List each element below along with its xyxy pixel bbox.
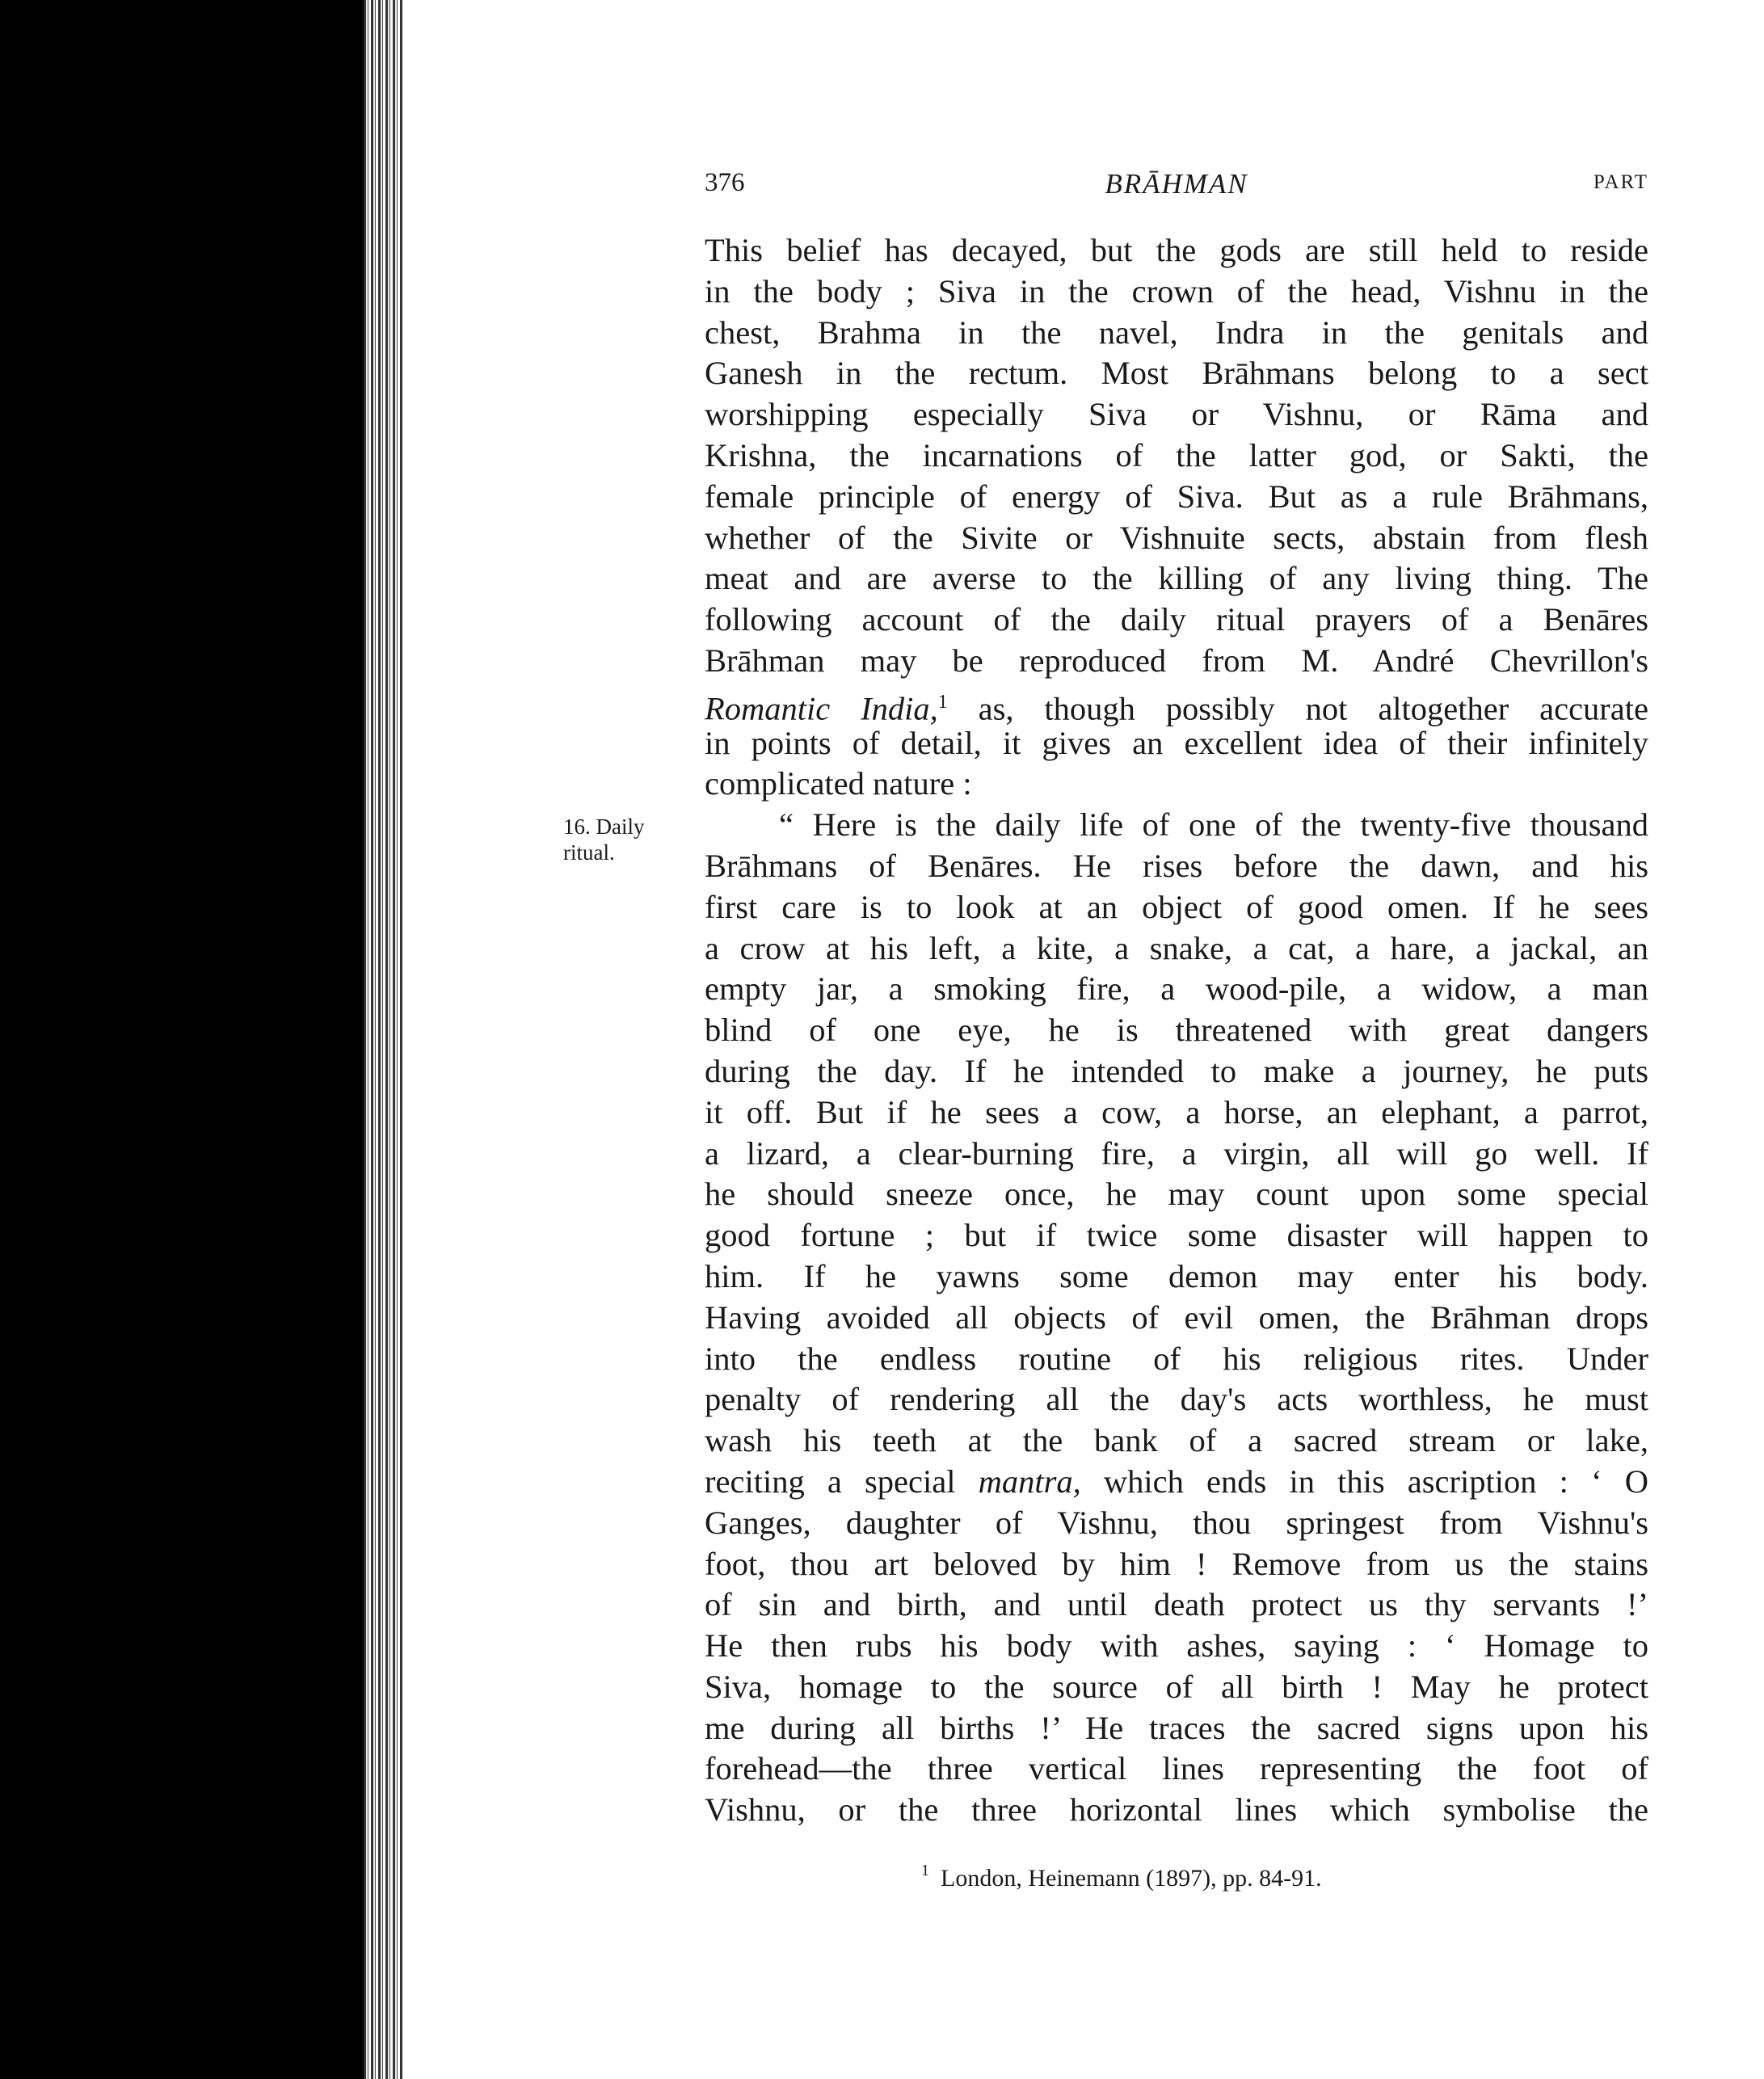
text-line: in the body ; Siva in the crown of the head, Vishnu in the bbox=[705, 272, 1648, 309]
margin-note-line: ritual. bbox=[563, 840, 615, 865]
quote-first-line: “ Here is the daily life of one of the twenty-five thousand bbox=[779, 806, 1648, 844]
text-line: Brāhman may be reproduced from M. André Chevrillon's bbox=[705, 642, 1648, 679]
margin-note-line: 16. Daily bbox=[563, 814, 645, 839]
footnote-reference: 1 bbox=[937, 691, 948, 713]
footnote bbox=[921, 1862, 1322, 1892]
text-line: empty jar, a smoking fire, a wood-pile, a widow, a man bbox=[705, 970, 1648, 1008]
text-fragment: which ends in this ascription : ‘ O bbox=[1080, 1462, 1648, 1500]
footnote-marker: 1 bbox=[921, 1862, 929, 1879]
page-edge bbox=[364, 0, 402, 2079]
text-line: foot, thou art beloved by him ! Remove from us the stains bbox=[705, 1545, 1648, 1582]
text-line: blind of one eye, he is threatened with great dangers bbox=[705, 1012, 1648, 1049]
text-line: female principle of energy of Siva. But as a rule Brāhmans, bbox=[705, 478, 1648, 515]
text-line: following account of the daily ritual prayers of a Benāres bbox=[705, 601, 1648, 638]
text-line: penalty of rendering all the day's acts worthless, he must bbox=[705, 1381, 1648, 1418]
text-line: Ganges, daughter of Vishnu, thou springest from Vishnu's bbox=[705, 1504, 1648, 1541]
text-line: into the endless routine of his religious rites. Under bbox=[705, 1340, 1648, 1377]
text-line: meat and are averse to the killing of any living thing. The bbox=[705, 560, 1648, 597]
text-line: in points of detail, it gives an excellent idea of their infinitely bbox=[705, 724, 1648, 761]
text-line: good fortune ; but if twice some disaster will happen to bbox=[705, 1217, 1648, 1254]
text-line: Ganesh in the rectum. Most Brāhmans belong to a sect bbox=[705, 355, 1648, 392]
text-line: of sin and birth, and until death protect us thy servants !’ bbox=[705, 1586, 1648, 1623]
text-line: Krishna, the incarnations of the latter god, or Sakti, the bbox=[705, 436, 1648, 473]
page-number: 376 bbox=[705, 168, 745, 197]
running-title: BRĀHMAN bbox=[1105, 168, 1248, 200]
text-line: Vishnu, or the three horizontal lines which symbolise the bbox=[705, 1791, 1648, 1829]
text-line: Having avoided all objects of evil omen, the Brāhman drops bbox=[705, 1298, 1648, 1336]
text-line: whether of the Sivite or Vishnuite sects, abstain from flesh bbox=[705, 519, 1648, 556]
text-line: he should sneeze once, he may count upon some special bbox=[705, 1176, 1648, 1213]
text-line: wash his teeth at the bank of a sacred stream or lake, bbox=[705, 1422, 1648, 1459]
text-line: me during all births !’ He traces the sacred signs upon his bbox=[705, 1709, 1648, 1746]
book-gutter bbox=[0, 0, 364, 2079]
text-line: a lizard, a clear-burning fire, a virgin, all will go well. If bbox=[705, 1134, 1648, 1172]
text-line: during the day. If he intended to make a journey, he puts bbox=[705, 1052, 1648, 1089]
text-line: him. If he yawns some demon may enter his body. bbox=[705, 1257, 1648, 1294]
text-line: Brāhmans of Benāres. He rises before the dawn, and his bbox=[705, 847, 1648, 884]
footnote-text: London, Heinemann (1897), pp. 84-91. bbox=[941, 1865, 1322, 1892]
margin-note bbox=[563, 814, 684, 865]
part-label: PART bbox=[1593, 171, 1648, 193]
page-header bbox=[705, 168, 1648, 204]
body-text bbox=[705, 230, 1648, 1831]
text-line: it off. But if he sees a cow, a horse, an elephant, a parrot, bbox=[705, 1093, 1648, 1130]
mantra-term: mantra, bbox=[978, 1462, 1081, 1500]
text-line: Siva, homage to the source of all birth ! May he protect bbox=[705, 1668, 1648, 1705]
text-line: complicated nature : bbox=[705, 765, 972, 802]
text-line: forehead—the three vertical lines representing the foot of bbox=[705, 1750, 1648, 1787]
text-line: chest, Brahma in the navel, Indra in the genitals and bbox=[705, 314, 1648, 351]
text-line bbox=[705, 1462, 1648, 1503]
text-line: a crow at his left, a kite, a snake, a cat, a hare, a jackal, an bbox=[705, 929, 1648, 966]
book-title: Romantic India, bbox=[705, 690, 938, 727]
text-line: This belief has decayed, but the gods are still held to reside bbox=[705, 232, 1648, 268]
text-line: He then rubs his body with ashes, saying : ‘ Homage to bbox=[705, 1627, 1648, 1664]
text-line bbox=[705, 682, 1648, 727]
text-fragment: reciting a special bbox=[705, 1462, 979, 1500]
text-fragment: as, though possibly not altogether accurate bbox=[947, 690, 1648, 727]
text-line: first care is to look at an object of good omen. If he sees bbox=[705, 888, 1648, 925]
text-line: worshipping especially Siva or Vishnu, or Rāma and bbox=[705, 396, 1648, 433]
